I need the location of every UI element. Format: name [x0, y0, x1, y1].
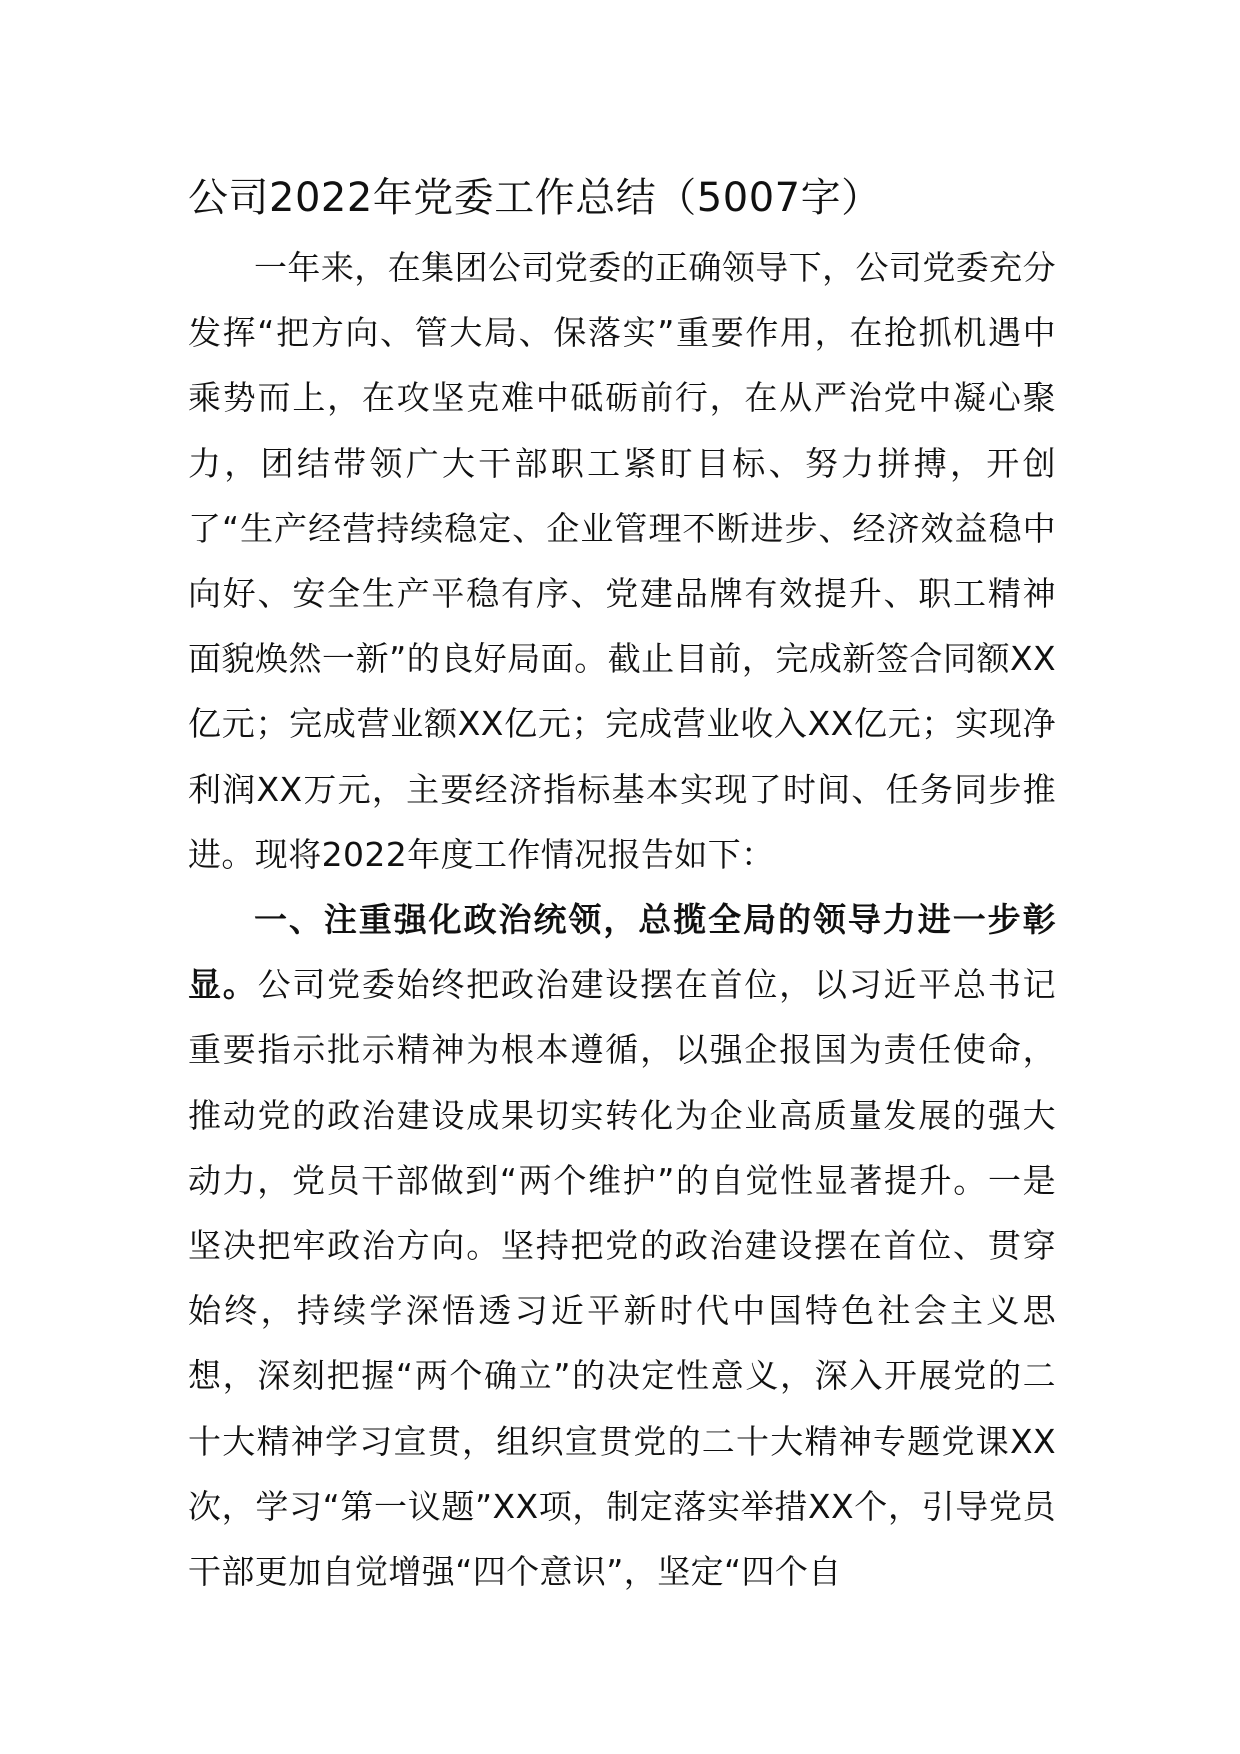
document-title: 公司2022年党委工作总结（5007字）	[188, 175, 882, 221]
paragraph-intro	[188, 235, 1056, 887]
document-body	[188, 235, 1056, 1604]
section-one-text: 公司党委始终把政治建设摆在首位，以习近平总书记重要指示批示精神为根本遵循，以强企报国为责任使命，推动党的政治建设成果切实转化为企业高质量发展的强大动力，党员干部做到“两个维护”的自觉性显著提升。一是坚决把牢政治方向。坚持把党的政治建设摆在首位、贯穿始终，持续学深悟透习近平新时代中国特色社会主义思想，深刻把握“两个确立”的决定性意义，深入开展党的二十大精神学习宣贯，组织宣贯党的二十大精神专题党课XX次，学习“第一议题”XX项，制定落实举措XX个，引导党员干部更加自觉增强“四个意识”，坚定“四个自	[188, 965, 1056, 1592]
section-one-heading: 一、注重强化政治统领，总揽全局的领导力进一步彰显。	[188, 900, 1056, 1005]
paragraph-intro-text: 一年来，在集团公司党委的正确领导下，公司党委充分发挥“把方向、管大局、保落实”重要作用，在抢抓机遇中乘势而上，在攻坚克难中砥砺前行，在从严治党中凝心聚力，团结带领广大干部职工紧盯目标、努力拼搏，开创了“生产经营持续稳定、企业管理不断进步、经济效益稳中向好、安全生产平稳有序、党建品牌有效提升、职工精神面貌焕然一新”的良好局面。截止目前，完成新签合同额XX亿元；完成营业额XX亿元；完成营业收入XX亿元；实现净利润XX万元，主要经济指标基本实现了时间、任务同步推进。现将2022年度工作情况报告如下：	[188, 248, 1056, 874]
paragraph-section-one	[188, 887, 1056, 1604]
